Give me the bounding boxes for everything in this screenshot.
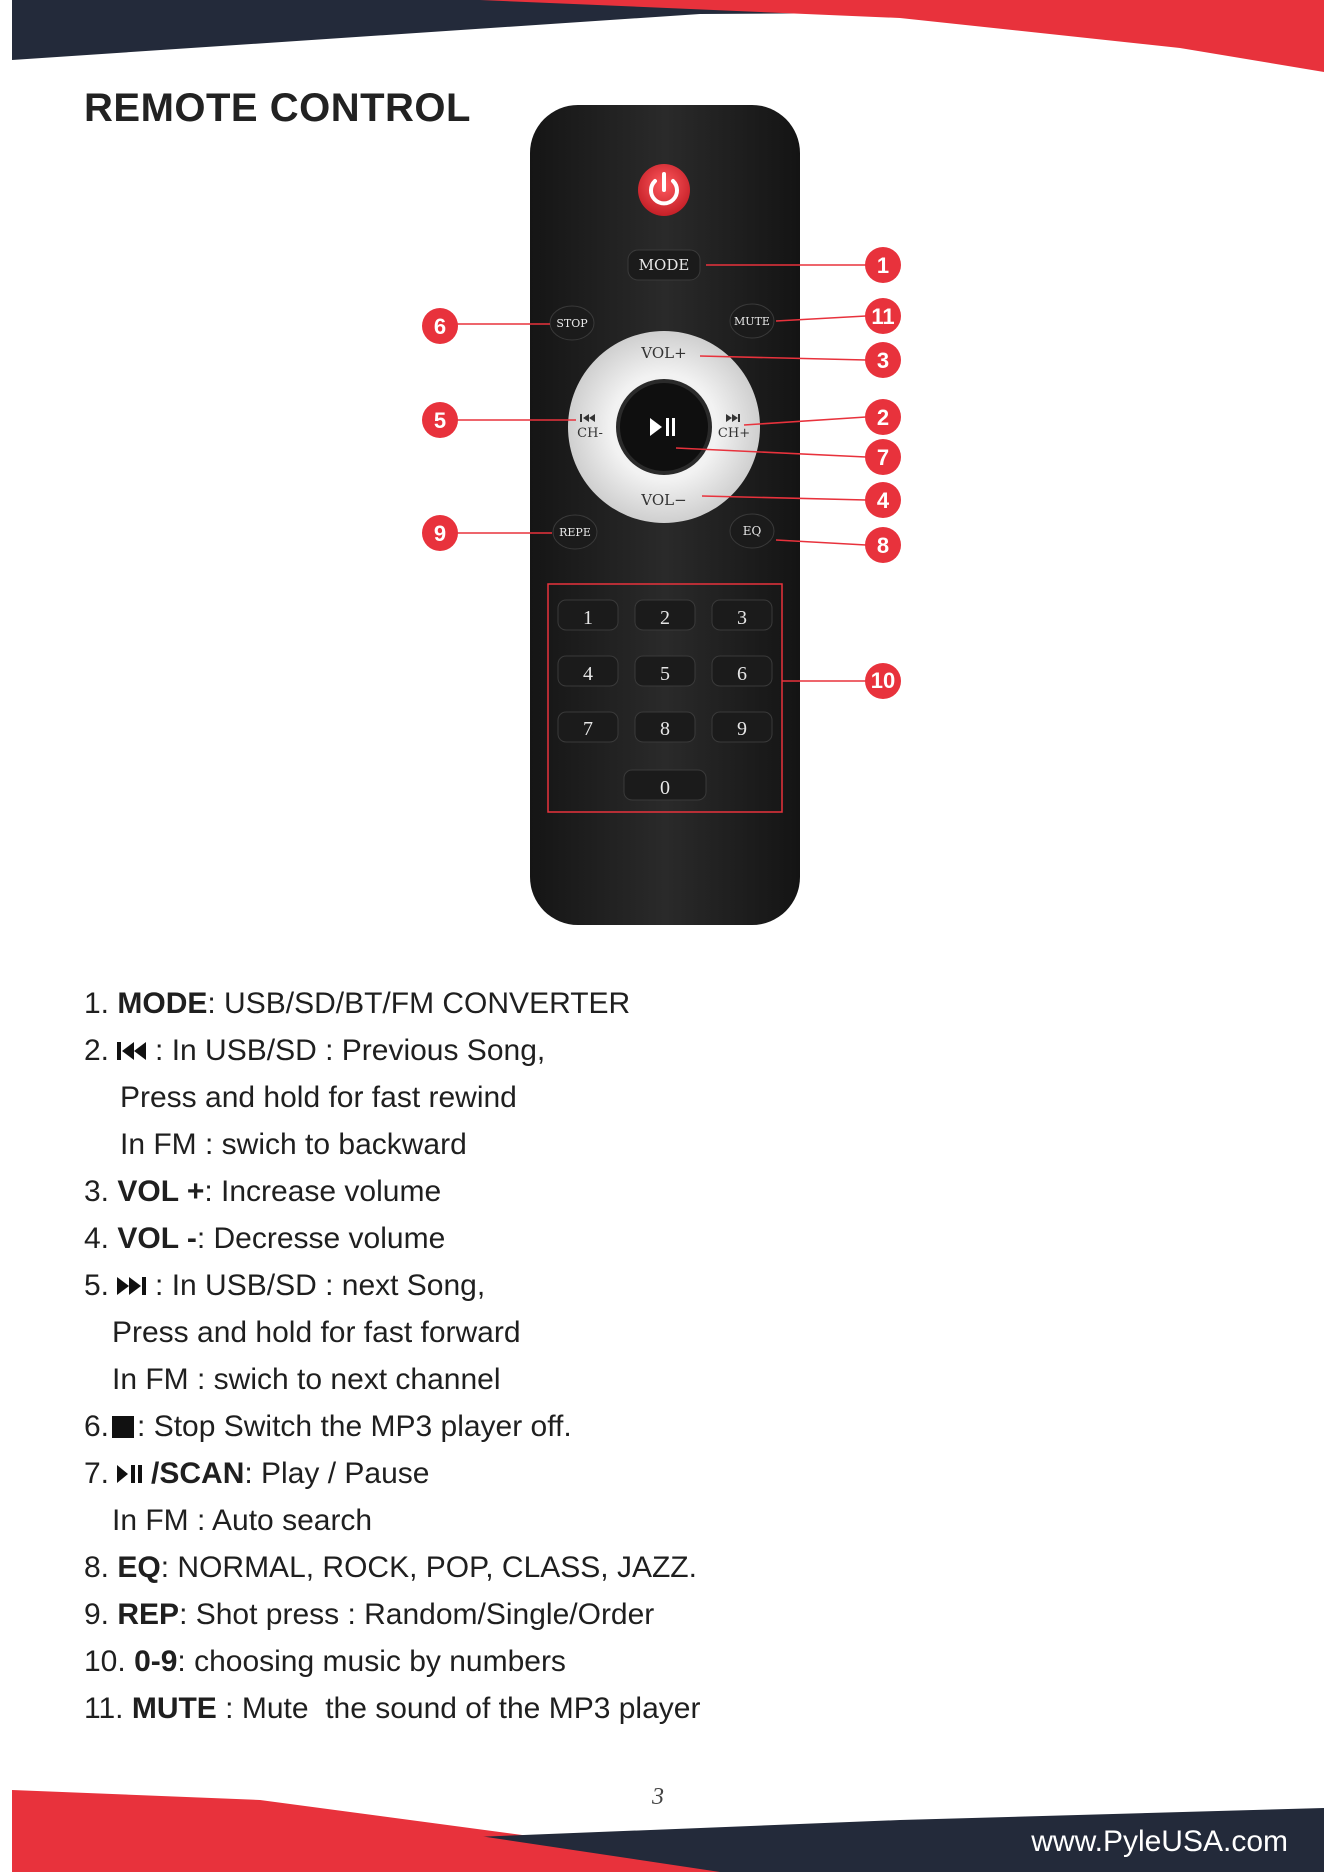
desc-text: : Increase volume [204, 1175, 442, 1208]
website-link[interactable]: www.PyleUSA.com [1031, 1825, 1288, 1858]
key-0[interactable] [624, 770, 706, 800]
key-7[interactable] [558, 712, 618, 742]
svg-text:2: 2 [876, 405, 890, 430]
desc-item-1 [84, 980, 1244, 1027]
callout-8 [865, 527, 901, 563]
key-2[interactable] [635, 600, 695, 630]
desc-item-6 [84, 1403, 1244, 1450]
page-title: REMOTE CONTROL [84, 86, 471, 130]
eq-label: EQ [742, 524, 762, 538]
svg-text:10: 10 [870, 668, 896, 693]
button-description-list [84, 980, 1244, 1732]
callout-4 [865, 482, 901, 518]
desc-text: : In USB/SD : Previous Song, [155, 1034, 546, 1067]
svg-text:9: 9 [433, 521, 447, 546]
desc-item-7 [84, 1450, 1244, 1497]
mute-button[interactable] [730, 304, 774, 338]
key-4-label: 4 [583, 663, 593, 685]
desc-text: : Stop Switch the MP3 player off. [137, 1410, 572, 1443]
mute-label: MUTE [734, 315, 770, 328]
desc-number: 8. [84, 1551, 110, 1584]
desc-item-5 [84, 1262, 1244, 1309]
desc-text: Press and hold for fast forward [112, 1316, 521, 1349]
key-2-label: 2 [660, 607, 670, 629]
desc-item-2-line2 [84, 1074, 1244, 1121]
desc-text: : Play / Pause [244, 1457, 430, 1490]
callout-10 [865, 663, 901, 699]
desc-text: : USB/SD/BT/FM CONVERTER [207, 987, 631, 1020]
play-pause-icon [115, 1462, 145, 1486]
key-1[interactable] [558, 600, 618, 630]
callout-2 [865, 399, 901, 435]
key-9[interactable] [712, 712, 772, 742]
callout-5 [422, 402, 458, 438]
callout-1 [865, 247, 901, 283]
desc-text: Press and hold for fast rewind [120, 1081, 517, 1114]
desc-item-2-line3 [84, 1121, 1244, 1168]
page-number: 3 [652, 1784, 664, 1810]
desc-text: : Decresse volume [196, 1222, 446, 1255]
desc-key: 0-9 [134, 1645, 178, 1678]
vol-up-button[interactable]: VOL+ [641, 344, 687, 362]
key-5[interactable] [635, 656, 695, 686]
desc-number: 7. [84, 1457, 110, 1490]
desc-text: In FM : swich to backward [120, 1128, 467, 1161]
desc-text: : In USB/SD : next Song, [155, 1269, 486, 1302]
desc-item-3 [84, 1168, 1244, 1215]
svg-text:4: 4 [876, 488, 890, 513]
repe-button[interactable] [553, 515, 597, 549]
ch-up-label: CH+ [717, 426, 751, 441]
key-6-label: 6 [737, 663, 747, 685]
key-8[interactable] [635, 712, 695, 742]
desc-item-5-line2 [84, 1309, 1244, 1356]
desc-text: In FM : Auto search [112, 1504, 373, 1537]
desc-number: 4. [84, 1222, 110, 1255]
power-button[interactable] [638, 164, 690, 216]
desc-text: In FM : swich to next channel [112, 1363, 501, 1396]
key-9-label: 9 [737, 718, 747, 740]
desc-key: MODE [117, 987, 208, 1020]
desc-number: 2. [84, 1034, 110, 1067]
desc-key: EQ [117, 1551, 161, 1584]
mode-button[interactable] [628, 250, 700, 280]
svg-text:8: 8 [876, 533, 890, 558]
stop-label: STOP [556, 317, 588, 330]
key-3[interactable] [712, 600, 772, 630]
key-8-label: 8 [660, 718, 670, 740]
desc-item-7-line2 [84, 1497, 1244, 1544]
desc-item-8 [84, 1544, 1244, 1591]
callout-7 [865, 439, 901, 475]
svg-text:6: 6 [433, 314, 447, 339]
callout-9 [422, 515, 458, 551]
desc-key: /SCAN [151, 1457, 245, 1490]
eq-button[interactable] [730, 514, 774, 548]
desc-item-2 [84, 1027, 1244, 1074]
vol-down-button[interactable]: VOL− [641, 491, 687, 509]
desc-item-10 [84, 1638, 1244, 1685]
desc-number: 5. [84, 1269, 110, 1302]
key-5-label: 5 [660, 663, 670, 685]
desc-key: MUTE [131, 1692, 217, 1725]
svg-text:5: 5 [433, 408, 447, 433]
desc-text: : Shot press : Random/Single/Order [179, 1598, 655, 1631]
svg-text:7: 7 [876, 445, 890, 470]
desc-key: REP [117, 1598, 180, 1631]
key-7-label: 7 [583, 718, 593, 740]
desc-item-9 [84, 1591, 1244, 1638]
desc-text: : NORMAL, ROCK, POP, CLASS, JAZZ. [160, 1551, 697, 1584]
desc-number: 11. [84, 1692, 124, 1725]
callout-11 [865, 298, 901, 334]
svg-text:11: 11 [871, 304, 895, 329]
desc-text: : Mute the sound of the MP3 player [216, 1692, 701, 1725]
key-4[interactable] [558, 656, 618, 686]
key-6[interactable] [712, 656, 772, 686]
desc-number: 6. [84, 1410, 110, 1443]
next-track-icon [115, 1275, 149, 1297]
stop-button[interactable] [550, 306, 594, 340]
desc-number: 1. [84, 987, 110, 1020]
mode-label: MODE [638, 256, 690, 274]
callout-6 [422, 308, 458, 344]
svg-text:3: 3 [876, 348, 890, 373]
svg-text:1: 1 [876, 253, 890, 278]
key-3-label: 3 [737, 607, 747, 629]
key-0-label: 0 [660, 777, 670, 799]
repe-label: REPE [559, 526, 591, 539]
callout-3 [865, 342, 901, 378]
stop-square-icon [111, 1415, 135, 1439]
desc-number: 9. [84, 1598, 110, 1631]
desc-key: VOL + [117, 1175, 205, 1208]
prev-track-icon [115, 1040, 149, 1062]
desc-number: 10. [84, 1645, 126, 1678]
key-1-label: 1 [583, 607, 593, 629]
desc-item-11 [84, 1685, 1244, 1732]
desc-item-5-line3 [84, 1356, 1244, 1403]
desc-text: : choosing music by numbers [177, 1645, 566, 1678]
ch-down-label: CH- [577, 426, 603, 441]
desc-number: 3. [84, 1175, 110, 1208]
desc-key: VOL - [117, 1222, 197, 1255]
desc-item-4 [84, 1215, 1244, 1262]
